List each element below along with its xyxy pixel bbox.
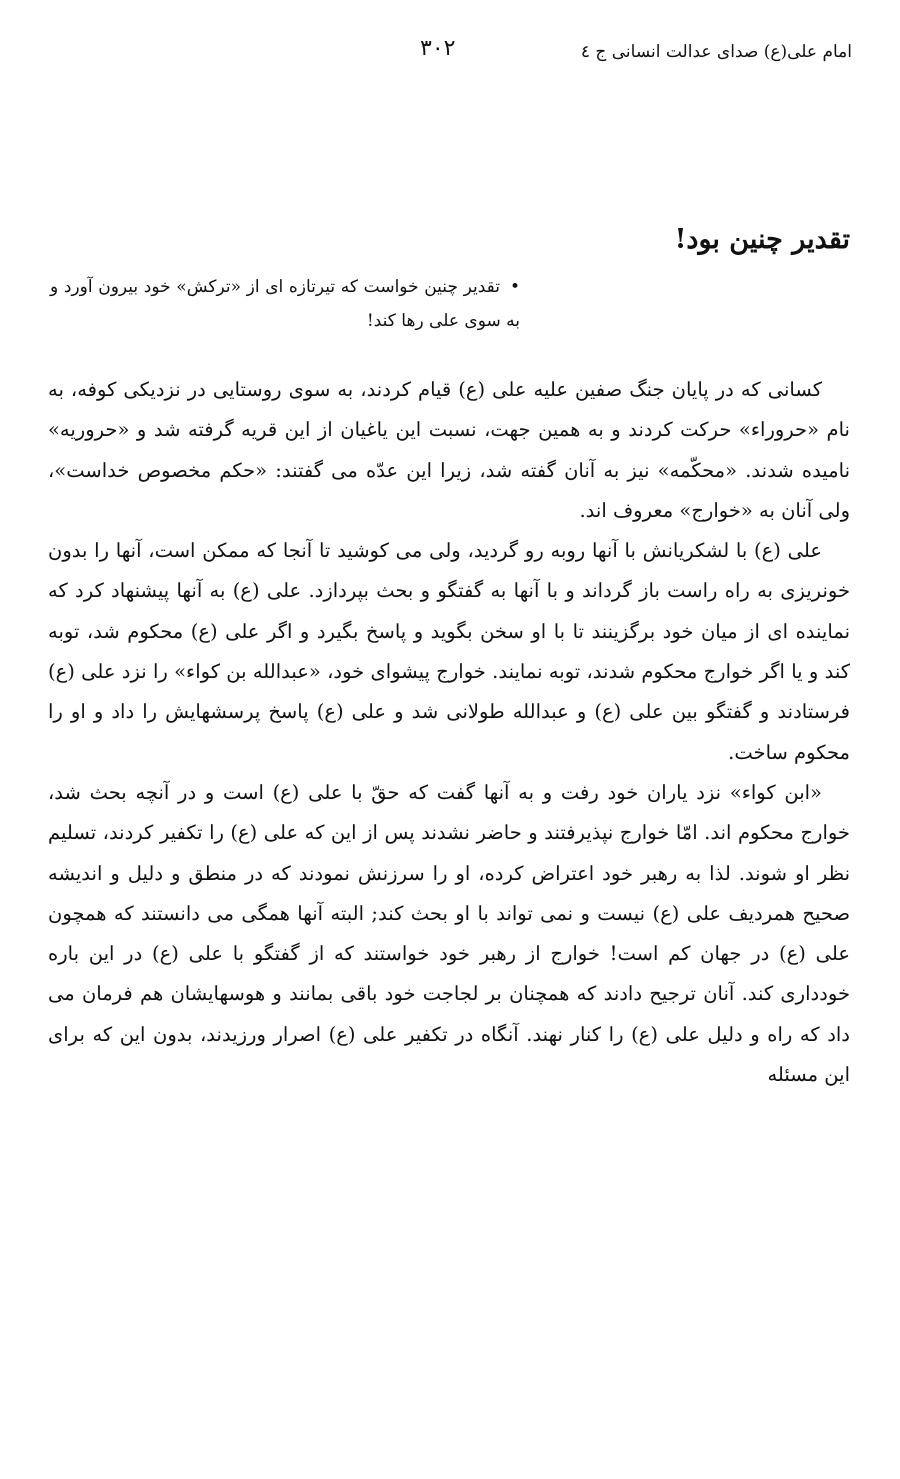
- section-title: تقدیر چنین بود!: [674, 224, 850, 255]
- paragraph-1: کسانی که در پایان جنگ صفین علیه علی (ع) قیام کردند، به سوی روستایی در نزدیکی کوفه، به نام «حروراء» حرکت کردند و به همین جهت، نسبت این یاغیان از این قریه گرفته شد و «حروریه» نامیده شدند. «محکّمه» نیز به آنان گفته شد، زیرا این عدّه می گفتند: «حکم مخصوص خداست»، ولی آنان به «خوارج» معروف اند.: [48, 378, 850, 522]
- paragraph-3: «ابن کواء» نزد یاران خود رفت و به آنها گفت که حقّ با علی (ع) است و در آنچه بحث شد، خوارج محکوم اند. امّا خوارج نپذیرفتند و حاضر نشدند پس از این که علی (ع) را تکفیر کردند، تسلیم نظر او شوند. لذا به رهبر خود اعتراض کرده، او را سرزنش نمودند که در منطق و دلیل و اندیشه صحیح همردیف علی (ع) نیست و نمی تواند با او بحث کند; البته آنها همگی می دانستند که همچون علی (ع) در جهان کم است! خوارج از رهبر خود خواستند که از گفتگو با علی (ع) در این باره خودداری کند. آنان ترجیح دادند که همچنان بر لجاجت خود باقی بمانند و هوسهایشان هم فرمان می داد که راه و دلیل علی (ع) را کنار نهند. آنگاه در تکفیر علی (ع) اصرار ورزیدند، بدون این که برای این مسئله: [48, 780, 850, 1087]
- paragraph-2: علی (ع) با لشکریانش با آنها روبه رو گردید، ولی می کوشید تا آنجا که ممکن است، آنها را بدون خونریزی به راه راست باز گرداند و با آنها به گفتگو و بحث بپردازد. علی (ع) به آنها پیشنهاد کرد که نماینده ای از میان خود برگزینند تا با او سخن بگوید و پاسخ بگیرد و اگر علی (ع) محکوم شد، توبه کند و یا اگر خوارج محکوم شدند، توبه نمایند. خوارج پیشوای خود، «عبدالله بن کواء» را نزد علی (ع) فرستادند و گفتگو بین علی (ع) و عبدالله طولانی شد و علی (ع) پاسخ پرسشهایش را داد و او را محکوم ساخت.: [48, 539, 851, 764]
- section-summary: [50, 270, 520, 338]
- page-number: ٣٠٢: [420, 36, 456, 61]
- running-head: [420, 36, 852, 70]
- bullet-icon: •: [509, 277, 520, 297]
- summary-text: تقدیر چنین خواست که تیرتازه ای از «ترکش» خود بیرون آورد و به سوی علی رها کند!: [50, 277, 520, 331]
- body-text: [48, 370, 850, 1095]
- book-title: امام علی(ع) صدای عدالت انسانی ج ٤: [580, 42, 852, 62]
